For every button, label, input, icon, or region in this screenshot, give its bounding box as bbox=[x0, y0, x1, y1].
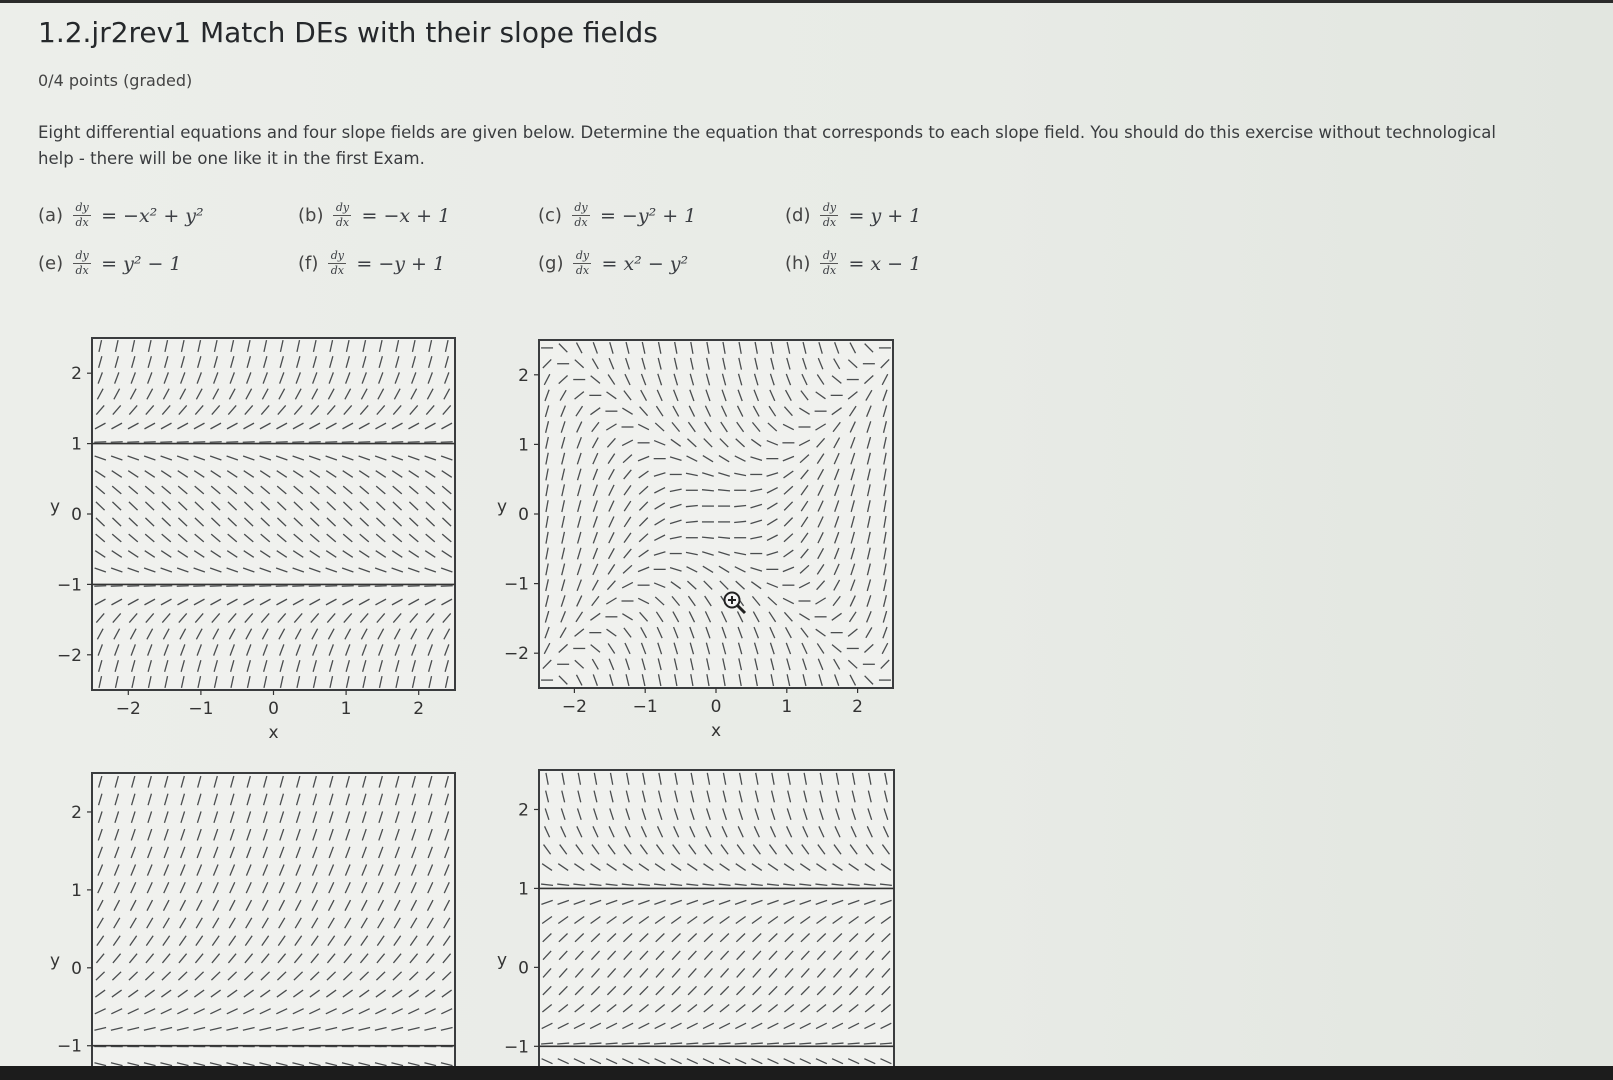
equation-rhs: = y² − 1 bbox=[101, 252, 182, 275]
fraction-denominator: dx bbox=[822, 264, 837, 277]
x-tick-label: 0 bbox=[710, 697, 722, 717]
slope-segment bbox=[160, 442, 172, 443]
fraction-denominator: dx bbox=[574, 216, 588, 229]
equation-rhs: = −y + 1 bbox=[356, 252, 446, 275]
slope-field-plot-4[interactable] bbox=[487, 760, 927, 1065]
equation-label: (c) bbox=[538, 205, 562, 226]
slope-segment bbox=[589, 1043, 601, 1044]
slope-field-svg bbox=[40, 765, 480, 1065]
equation-f bbox=[298, 250, 445, 277]
plot-frame bbox=[92, 338, 455, 690]
equation-rhs: = x − 1 bbox=[848, 252, 922, 275]
slope-segment bbox=[309, 586, 321, 587]
slope-segment bbox=[358, 586, 370, 587]
slope-segment bbox=[832, 1043, 844, 1044]
slope-segment bbox=[735, 1043, 747, 1044]
x-axis-label: x bbox=[710, 721, 722, 741]
slope-segment bbox=[441, 442, 453, 443]
derivative-fraction bbox=[73, 202, 91, 229]
slope-segment bbox=[243, 586, 255, 587]
y-tick-label: 1 bbox=[518, 435, 529, 456]
slope-segment bbox=[276, 586, 288, 587]
fraction-denominator: dx bbox=[575, 264, 590, 277]
equation-label: (g) bbox=[538, 253, 564, 274]
slope-segment bbox=[767, 1043, 779, 1044]
slope-segment bbox=[177, 586, 189, 587]
slope-segment bbox=[111, 586, 123, 587]
slope-segment bbox=[243, 442, 255, 443]
y-tick-label: −1 bbox=[503, 574, 529, 595]
fraction-denominator: dx bbox=[330, 264, 345, 277]
problem-title: 1.2.jr2rev1 Match DEs with their slope fields bbox=[38, 16, 658, 49]
plot-frame bbox=[539, 770, 894, 1070]
slope-segment bbox=[226, 442, 238, 443]
slope-segment bbox=[751, 1043, 763, 1044]
fraction-numerator: dy bbox=[822, 249, 837, 262]
slope-segment bbox=[226, 586, 238, 587]
screen-edge bbox=[0, 0, 1613, 3]
slope-segment bbox=[670, 1043, 682, 1044]
slope-segment bbox=[408, 586, 420, 587]
fraction-numerator: dy bbox=[335, 201, 350, 214]
y-tick-label: 1 bbox=[71, 434, 82, 455]
fraction-denominator: dx bbox=[75, 216, 89, 229]
slope-segment bbox=[111, 442, 123, 443]
y-tick-label: 2 bbox=[518, 800, 529, 821]
slope-segment bbox=[783, 1043, 795, 1044]
y-tick-label: 1 bbox=[518, 879, 529, 900]
derivative-fraction bbox=[328, 250, 346, 277]
slope-segment bbox=[160, 586, 172, 587]
fraction-numerator: dy bbox=[75, 249, 89, 262]
equation-label: (a) bbox=[38, 205, 64, 226]
slope-segment bbox=[375, 586, 387, 587]
x-axis-label: x bbox=[268, 723, 279, 743]
slope-segment bbox=[144, 442, 156, 443]
fraction-numerator: dy bbox=[822, 201, 837, 214]
slope-segment bbox=[292, 586, 304, 587]
slope-segment bbox=[391, 586, 403, 587]
y-tick-label: 2 bbox=[71, 802, 82, 823]
slope-segment bbox=[848, 1043, 860, 1044]
slope-segment bbox=[686, 1043, 698, 1044]
y-tick-label: −1 bbox=[56, 575, 82, 596]
equation-g bbox=[538, 250, 688, 277]
equation-h bbox=[785, 250, 921, 277]
slope-segment bbox=[325, 442, 337, 443]
slope-segment bbox=[606, 1043, 618, 1044]
slope-segment bbox=[557, 1043, 569, 1044]
slope-segment bbox=[259, 586, 271, 587]
y-tick-label: 0 bbox=[518, 505, 529, 525]
derivative-fraction bbox=[573, 250, 591, 277]
slope-segment bbox=[325, 586, 337, 587]
slope-segment bbox=[408, 442, 420, 443]
y-tick-label: −2 bbox=[56, 645, 82, 666]
y-tick-label: 0 bbox=[518, 958, 529, 979]
slope-segment bbox=[342, 442, 354, 443]
y-axis-label: y bbox=[50, 497, 61, 517]
slope-segment bbox=[210, 586, 222, 587]
y-tick-label: 2 bbox=[71, 364, 82, 385]
y-tick-label: 0 bbox=[71, 505, 82, 525]
slope-segment bbox=[292, 442, 304, 443]
slope-segment bbox=[799, 1043, 811, 1044]
y-axis-label: y bbox=[497, 950, 508, 971]
slope-segment bbox=[94, 586, 106, 587]
slope-segment bbox=[702, 1043, 714, 1044]
slope-segment bbox=[622, 1043, 634, 1044]
x-tick-label: 1 bbox=[340, 699, 352, 719]
slope-segment bbox=[719, 1043, 731, 1044]
x-tick-label: 2 bbox=[413, 699, 425, 719]
y-tick-label: 1 bbox=[71, 880, 82, 901]
slope-segment bbox=[127, 586, 139, 587]
derivative-fraction bbox=[820, 202, 838, 229]
x-tick-label: 2 bbox=[852, 697, 864, 717]
x-tick-label: −2 bbox=[561, 697, 587, 717]
slope-segment bbox=[391, 442, 403, 443]
x-tick-label: −1 bbox=[632, 697, 658, 717]
equation-label: (f) bbox=[298, 253, 319, 274]
fraction-denominator: dx bbox=[75, 264, 89, 277]
slope-segment bbox=[193, 442, 205, 443]
fraction-denominator: dx bbox=[822, 216, 837, 229]
slope-segment bbox=[441, 586, 453, 587]
slope-segment bbox=[541, 1043, 553, 1044]
y-axis-label: y bbox=[50, 950, 61, 971]
y-tick-label: −1 bbox=[503, 1037, 529, 1058]
slope-segment bbox=[177, 442, 189, 443]
fraction-numerator: dy bbox=[574, 201, 588, 214]
slope-segment bbox=[638, 1043, 650, 1044]
slope-segment bbox=[342, 586, 354, 587]
equation-d bbox=[785, 202, 921, 229]
x-tick-label: −2 bbox=[115, 699, 141, 719]
equation-rhs: = −x + 1 bbox=[361, 204, 451, 227]
equation-label: (e) bbox=[38, 253, 64, 274]
y-tick-label: −1 bbox=[56, 1036, 82, 1057]
points-status: 0/4 points (graded) bbox=[38, 71, 193, 90]
slope-field-svg bbox=[487, 760, 927, 1065]
y-tick-label: −2 bbox=[503, 644, 529, 665]
slope-segment bbox=[276, 442, 288, 443]
slope-field-svg bbox=[40, 330, 480, 750]
fraction-denominator: dx bbox=[335, 216, 350, 229]
equation-rhs: = y + 1 bbox=[848, 204, 922, 227]
slope-segment bbox=[815, 1043, 827, 1044]
fraction-numerator: dy bbox=[75, 201, 89, 214]
fraction-numerator: dy bbox=[330, 249, 345, 262]
slope-segment bbox=[864, 1043, 876, 1044]
derivative-fraction bbox=[572, 202, 590, 229]
equation-rhs: = x² − y² bbox=[601, 252, 689, 275]
slope-segment bbox=[424, 442, 436, 443]
equation-a bbox=[38, 202, 204, 229]
y-tick-label: 0 bbox=[71, 958, 82, 979]
x-tick-label: 1 bbox=[781, 697, 793, 717]
derivative-fraction bbox=[820, 250, 838, 277]
fraction-numerator: dy bbox=[575, 249, 590, 262]
x-tick-label: −1 bbox=[188, 699, 214, 719]
screen-bezel bbox=[0, 1066, 1613, 1080]
equation-c bbox=[538, 202, 696, 229]
slope-segment bbox=[259, 442, 271, 443]
equation-label: (b) bbox=[298, 205, 324, 226]
equation-rhs: = −y² + 1 bbox=[599, 204, 697, 227]
slope-field-plot-1[interactable] bbox=[40, 330, 480, 750]
slope-field-plot-3[interactable] bbox=[40, 765, 480, 1065]
y-tick-label: 2 bbox=[518, 365, 529, 386]
slope-segment bbox=[573, 1043, 585, 1044]
equation-rhs: = −x² + y² bbox=[101, 204, 204, 227]
slope-segment bbox=[210, 442, 222, 443]
equation-b bbox=[298, 202, 450, 229]
derivative-fraction bbox=[73, 250, 91, 277]
equation-label: (d) bbox=[785, 205, 811, 226]
slope-segment bbox=[94, 442, 106, 443]
slope-segment bbox=[193, 586, 205, 587]
slope-segment bbox=[375, 442, 387, 443]
derivative-fraction bbox=[333, 202, 351, 229]
equation-e bbox=[38, 250, 182, 277]
zoom-in-icon bbox=[722, 590, 748, 616]
problem-prompt: Eight differential equations and four slope fields are given below. Determine the equation that corresponds to each slope field. You should do this exercise without technological help - there will be one like it in the first Exam. bbox=[38, 123, 1496, 168]
slope-segment bbox=[309, 442, 321, 443]
slope-field-svg bbox=[487, 330, 927, 750]
slope-segment bbox=[127, 442, 139, 443]
slope-segment bbox=[424, 586, 436, 587]
x-tick-label: 0 bbox=[268, 699, 279, 719]
slope-segment bbox=[654, 1043, 666, 1044]
slope-segment bbox=[144, 586, 156, 587]
plot-frame bbox=[539, 340, 893, 688]
y-axis-label: y bbox=[497, 497, 508, 517]
slope-segment bbox=[358, 442, 370, 443]
slope-field-plot-2[interactable] bbox=[487, 330, 927, 750]
slope-segment bbox=[880, 1043, 892, 1044]
equation-label: (h) bbox=[785, 253, 811, 274]
